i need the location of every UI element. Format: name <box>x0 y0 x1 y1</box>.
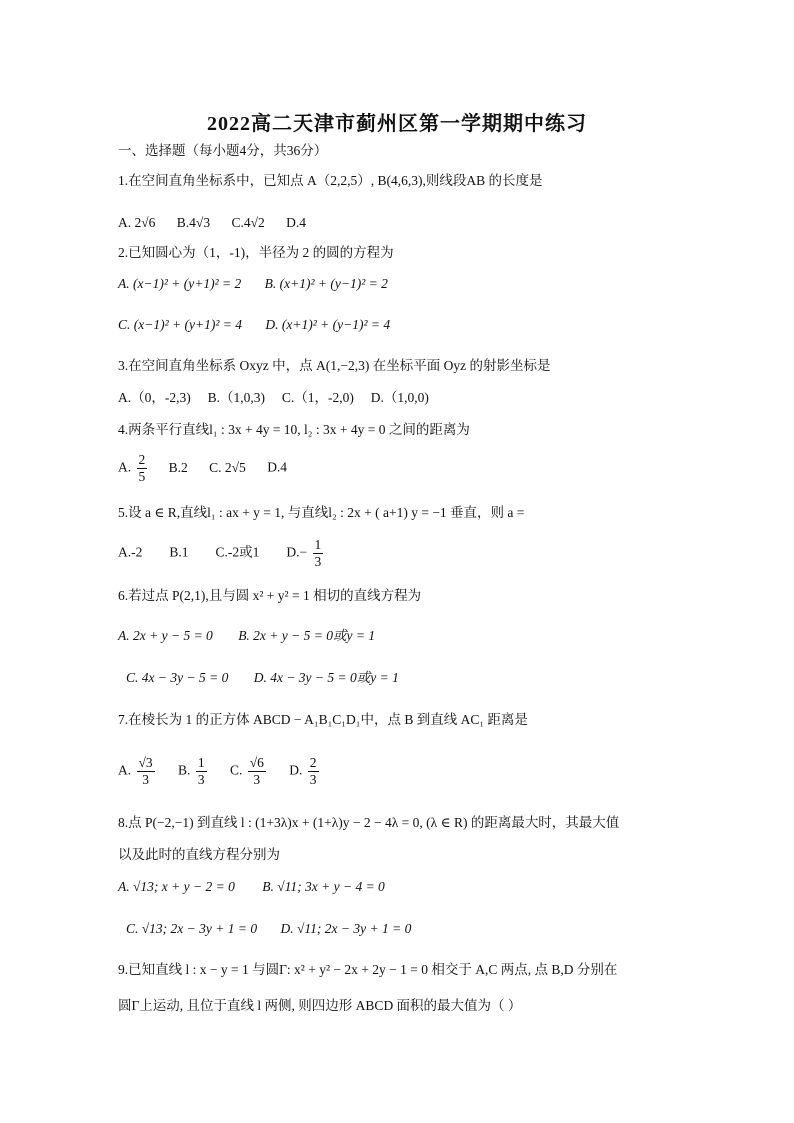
question-7-stem: 7.在棱长为 1 的正方体 ABCD − A₁B₁C₁D₁中，点 B 到直线 AC₁ 距离是 <box>118 712 528 727</box>
q7-d-numerator: 2 <box>309 755 317 770</box>
q6-option-d: D. 4x − 3y − 5 = 0或y = 1 <box>253 670 399 685</box>
question-4-stem: 4.两条平行直线l₁ : 3x + 4y = 10, l₂ : 3x + 4y = 0 之间的距离为 <box>118 422 470 437</box>
q1-option-a: 2√6 <box>134 215 156 230</box>
q7-option-d-label: D. <box>289 762 303 778</box>
q5-option-d-fraction <box>313 537 324 570</box>
question-1-options <box>118 214 306 232</box>
question-6-options-ab <box>118 627 375 645</box>
q7-option-c-label: C. <box>229 762 243 778</box>
q4-option-c: C. 2√5 <box>209 459 246 475</box>
question-2-options-cd <box>118 316 390 334</box>
q7-option-b-label: B. <box>178 762 191 778</box>
q1-option-d: D.4 <box>286 215 307 230</box>
question-6-options-cd <box>126 669 399 687</box>
question-5-stem: 5.设 a ∈ R,直线l₁ : ax + y = 1, 与直线l₂ : 2x + ( a+1) y = −1 垂直，则 a = <box>118 505 525 520</box>
q7-a-denominator: 3 <box>142 772 149 787</box>
q4-option-d: D.4 <box>267 459 288 475</box>
q6-option-a: A. 2x + y − 5 = 0 <box>118 628 213 643</box>
question-2-options-ab <box>118 275 388 293</box>
question-8-stem-line-2: 以及此时的直线方程分别为 <box>118 847 280 862</box>
q5-d-denominator: 3 <box>314 554 322 569</box>
q2-option-c: C. (x−1)² + (y+1)² = 4 <box>118 317 243 332</box>
question-6-stem: 6.若过点 P(2,1),且与圆 x² + y² = 1 相切的直线方程为 <box>118 588 422 603</box>
question-2-stem: 2.已知圆心为（1，-1)，半径为 2 的圆的方程为 <box>118 245 394 260</box>
question-3-stem: 3.在空间直角坐标系 Oxyz 中，点 A(1,−2,3) 在坐标平面 Oyz 的射影坐标是 <box>118 358 551 373</box>
q7-a-numerator: √3 <box>138 755 153 770</box>
q7-option-d-fraction <box>308 755 319 788</box>
question-5-options <box>118 537 325 570</box>
question-8-stem-line-1: 8.点 P(−2,−1) 到直线 l : (1+3λ)x + (1+λ)y − 2 − 4λ = 0, (λ ∈ R) 的距离最大时，其最大值 <box>118 815 620 830</box>
q7-b-denominator: 3 <box>197 772 205 787</box>
question-8-options-cd <box>126 920 411 938</box>
question-8-options-ab <box>118 878 385 896</box>
q4-option-a-fraction <box>137 452 148 485</box>
q8-option-b: B. √11; 3x + y − 4 = 0 <box>262 879 385 894</box>
q7-c-denominator: 3 <box>253 772 261 787</box>
q8-option-c: C. √13; 2x − 3y + 1 = 0 <box>126 921 258 936</box>
question-4-options <box>118 452 287 485</box>
q7-c-numerator: √6 <box>249 755 264 770</box>
q4-option-a-label: A. <box>118 459 132 475</box>
q7-option-c-fraction <box>248 755 266 788</box>
q7-option-b-fraction <box>196 755 207 788</box>
question-7-options <box>118 755 321 788</box>
question-9-stem-line-1: 9.已知直线 l : x − y = 1 与圆Γ: x² + y² − 2x + 2y − 1 = 0 相交于 A,C 两点, 点 B,D 分别在 <box>118 962 618 977</box>
q7-d-denominator: 3 <box>309 772 317 787</box>
q2-option-d: D. (x+1)² + (y−1)² = 4 <box>265 317 391 332</box>
q2-option-b: B. (x+1)² + (y−1)² = 2 <box>264 276 388 291</box>
q6-option-b: B. 2x + y − 5 = 0或y = 1 <box>238 628 376 643</box>
q4-a-numerator: 2 <box>138 452 146 467</box>
section-heading: 一、选择题（每小题4分，共36分） <box>118 143 328 158</box>
q8-option-a: A. √13; x + y − 2 = 0 <box>118 879 235 894</box>
q4-a-denominator: 5 <box>138 469 146 484</box>
q7-option-a-fraction <box>137 755 155 788</box>
page-title: 2022高二天津市蓟州区第一学期期中练习 <box>207 113 587 135</box>
q8-option-d: D. √11; 2x − 3y + 1 = 0 <box>280 921 412 936</box>
question-9-stem-line-2: 圆Γ上运动, 且位于直线 l 两侧, 则四边形 ABCD 面积的最大值为（ ） <box>118 998 522 1013</box>
q4-option-b: B.2 <box>168 459 188 475</box>
q1-option-b: B.4√3 <box>176 215 211 230</box>
q7-option-a-label: A. <box>118 762 132 778</box>
q1-option-c: C.4√2 <box>231 215 265 230</box>
q5-options-text: A.-2 B.1 C.-2或1 D.− <box>118 544 308 560</box>
question-3-options: A.（0，-2,3) B.（1,0,3) C.（1，-2,0) D.（1,0,0) <box>118 390 429 405</box>
question-1-stem: 1.在空间直角坐标系中，已知点 A（2,2,5）, B(4,6,3),则线段AB 的长度是 <box>118 173 543 188</box>
q5-d-numerator: 1 <box>314 537 322 552</box>
q7-b-numerator: 1 <box>197 755 205 770</box>
q6-option-c: C. 4x − 3y − 5 = 0 <box>126 670 229 685</box>
q1-option-a-label: A. <box>118 215 132 230</box>
q2-option-a: A. (x−1)² + (y+1)² = 2 <box>118 276 242 291</box>
